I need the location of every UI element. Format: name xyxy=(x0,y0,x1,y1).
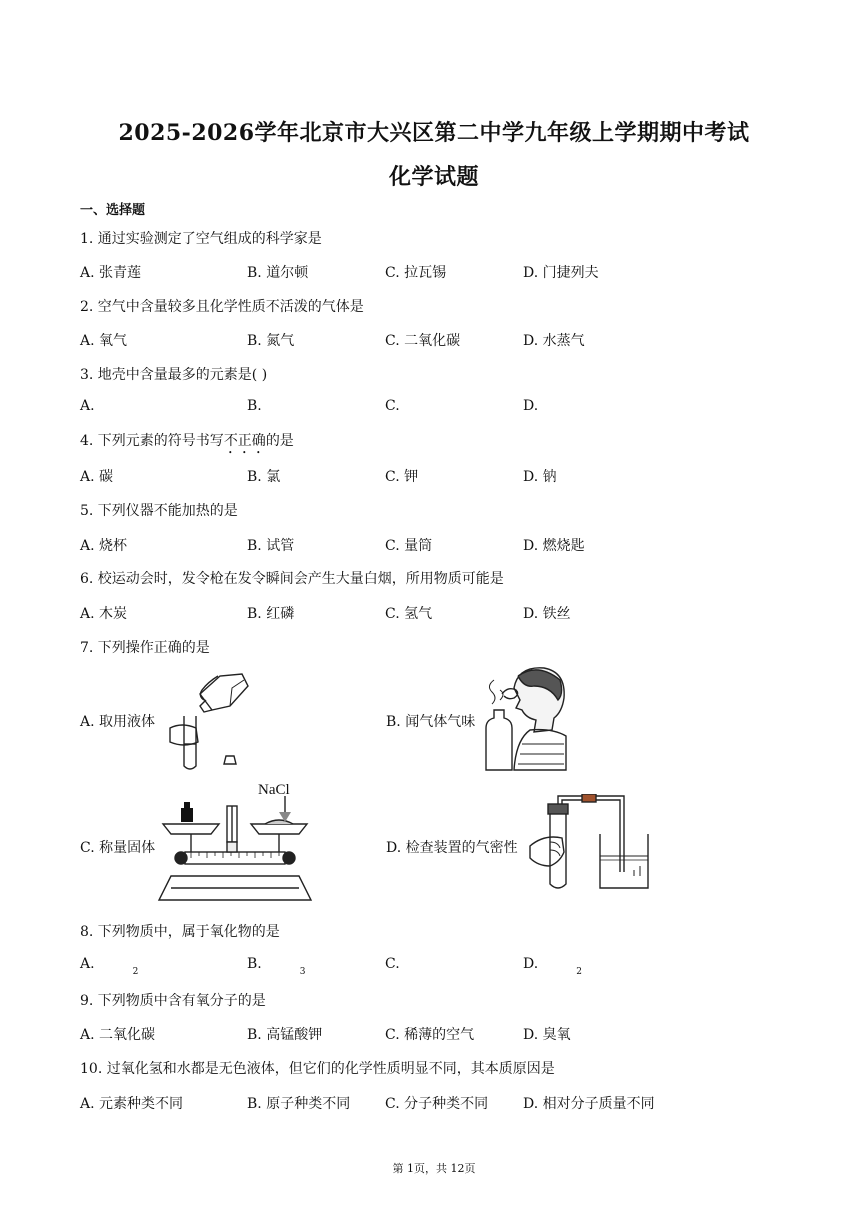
option-a: A. xyxy=(80,398,95,414)
option-a: A. 木炭 xyxy=(80,606,128,622)
question-4-stem xyxy=(80,430,294,457)
subscript: 2 xyxy=(576,967,582,977)
question-5-options xyxy=(80,535,800,555)
option-b: B. 高锰酸钾 xyxy=(247,1027,323,1043)
question-10-stem: 10. 过氧化氢和水都是无色液体，但它们的化学性质明显不同，其本质原因是 xyxy=(80,1061,555,1077)
option-a: A. 张青莲 xyxy=(80,265,142,281)
page-footer: 第 1页，共 12页 xyxy=(392,1162,476,1175)
option-b: B. 试管 xyxy=(247,538,295,554)
question-6-options xyxy=(80,603,800,623)
option-c: C. 钾 xyxy=(385,469,419,485)
question-2-options xyxy=(80,330,800,350)
option-d: D. 钠 xyxy=(523,469,557,485)
option-b: B. 氮气 xyxy=(247,333,295,349)
question-7-stem: 7. 下列操作正确的是 xyxy=(80,640,210,656)
title-line-2: 化学试题 xyxy=(388,164,479,190)
option-a xyxy=(80,956,139,977)
option-c: C. xyxy=(385,398,400,414)
title-line-1: 2025-2026学年北京市大兴区第二中学九年级上学期期中考试 xyxy=(118,120,750,146)
question-4-options xyxy=(80,466,800,486)
option-c: C. 拉瓦锡 xyxy=(385,265,447,281)
option-c: C. 二氧化碳 xyxy=(385,333,461,349)
option-a: A. 碳 xyxy=(80,469,114,485)
option-c: C. 氢气 xyxy=(385,606,433,622)
option-a: A. 氧气 xyxy=(80,333,128,349)
question-8-stem: 8. 下列物质中，属于氧化物的是 xyxy=(80,924,280,940)
subscript: 2 xyxy=(132,967,139,977)
option-d: D. 臭氧 xyxy=(523,1027,571,1043)
option-a: A. 元素种类不同 xyxy=(80,1096,184,1112)
subscript: 3 xyxy=(299,967,306,977)
question-10-options xyxy=(80,1093,800,1113)
question-5-stem: 5. 下列仪器不能加热的是 xyxy=(80,503,238,519)
pouring-liquid-figure xyxy=(160,666,260,774)
option-c: C. 稀薄的空气 xyxy=(385,1027,475,1043)
option-b: B. 原子种类不同 xyxy=(247,1096,351,1112)
question-3-options xyxy=(80,398,800,418)
stem-text: 4. 下列元素的符号书写 xyxy=(80,433,224,449)
option-label: A. xyxy=(80,956,95,972)
emphasized-text: 不正确 xyxy=(223,433,266,449)
option-label: C. xyxy=(385,956,400,972)
option-label: D. xyxy=(523,956,539,972)
nacl-label: NaCl xyxy=(258,782,290,798)
option-b xyxy=(247,956,306,977)
figure-option-a-label: A. 取用液体 xyxy=(80,714,156,730)
option-a: A. 二氧化碳 xyxy=(80,1027,156,1043)
figure-option-b-label: B. 闻气体气味 xyxy=(386,714,476,730)
option-c: C. 量筒 xyxy=(385,538,433,554)
option-c: C. 分子种类不同 xyxy=(385,1096,489,1112)
figure-option-c-label: C. 称量固体 xyxy=(80,840,156,856)
question-9-options xyxy=(80,1024,800,1044)
option-b: B. 红磷 xyxy=(247,606,295,622)
option-b: B. 道尔顿 xyxy=(247,265,309,281)
option-d: D. 铁丝 xyxy=(523,606,571,622)
question-8-options xyxy=(80,956,800,976)
option-d: D. 水蒸气 xyxy=(523,333,585,349)
option-label: B. xyxy=(247,956,262,972)
question-1-stem: 1. 通过实验测定了空气组成的科学家是 xyxy=(80,231,322,247)
option-b: B. 氯 xyxy=(247,469,281,485)
airtightness-check-figure xyxy=(524,794,654,898)
option-b: B. xyxy=(247,398,262,414)
option-c xyxy=(385,956,400,972)
question-1-options xyxy=(80,262,800,282)
option-d: D. xyxy=(523,398,539,414)
option-a: A. 烧杯 xyxy=(80,538,128,554)
balance-scale-figure xyxy=(155,796,315,904)
question-6-stem: 6. 校运动会时，发令枪在发令瞬间会产生大量白烟，所用物质可能是 xyxy=(80,571,504,587)
option-d xyxy=(523,956,582,977)
smelling-gas-figure xyxy=(478,664,570,772)
figure-option-d-label: D. 检查装置的气密性 xyxy=(386,840,518,856)
option-d: D. 相对分子质量不同 xyxy=(523,1096,655,1112)
question-9-stem: 9. 下列物质中含有氧分子的是 xyxy=(80,993,266,1009)
question-2-stem: 2. 空气中含量较多且化学性质不活泼的气体是 xyxy=(80,299,364,315)
option-d: D. 燃烧匙 xyxy=(523,538,585,554)
question-3-stem: 3. 地壳中含量最多的元素是( ) xyxy=(80,367,268,383)
section-heading: 一、选择题 xyxy=(80,203,146,218)
stem-text: 的是 xyxy=(265,433,294,449)
option-d: D. 门捷列夫 xyxy=(523,265,599,281)
